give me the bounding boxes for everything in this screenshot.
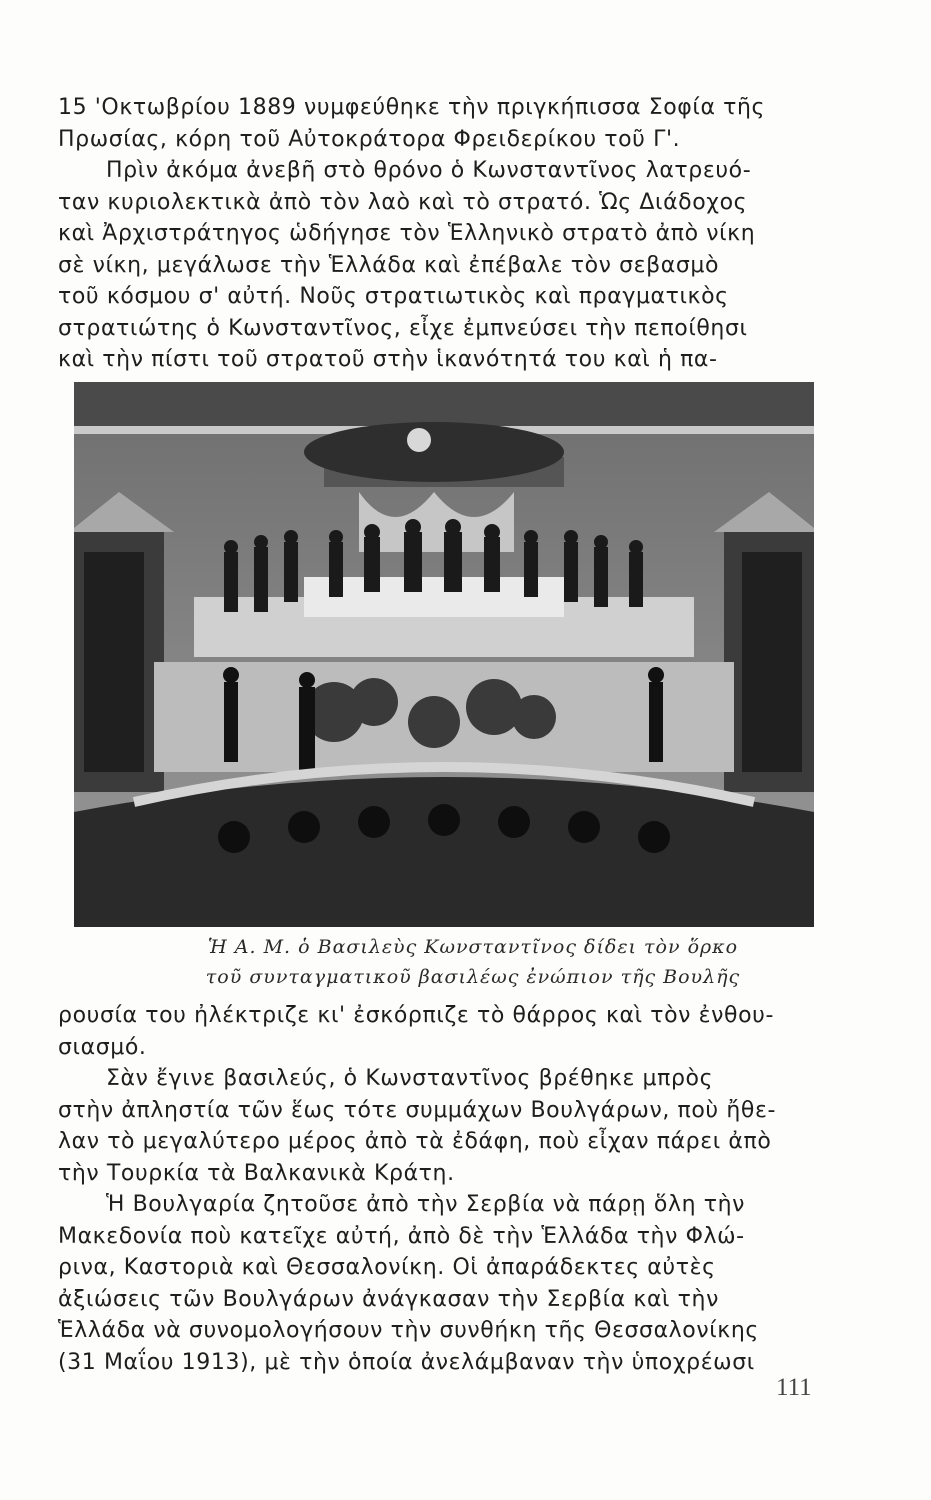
text-line: Πρωσίας, κόρη τοῦ Αὐτοκράτορα Φρειδερίκου τοῦ Γ'. <box>58 126 681 152</box>
photo-illustration <box>74 382 814 927</box>
text-line: σὲ νίκη, μεγάλωσε τὴν Ἑλλάδα καὶ ἐπέβαλε τὸν σεβασμὸ <box>58 252 720 278</box>
caption-line: Ἡ Α. Μ. ὁ Βασιλεὺς Κωνσταντῖνος δίδει τὸν ὅρκο <box>207 936 739 958</box>
text-line: ἀξιώσεις τῶν Βουλγάρων ἀνάγκασαν τὴν Σερβία καὶ τὴν <box>58 1286 719 1312</box>
text-line: τοῦ κόσμου σ' αὐτή. Νοῦς στρατιωτικὸς καὶ πραγματικὸς <box>58 284 729 309</box>
text-line: καὶ τὴν πίστι τοῦ στρατοῦ στὴν ἱκανότητά του καὶ ἡ πα- <box>58 347 718 372</box>
text-line: ρουσία του ἠλέκτριζε κι' ἐσκόρπιζε τὸ θάρρος καὶ τὸν ἐνθου- <box>58 1003 775 1028</box>
text-line: Ἡ Βουλγαρία ζητοῦσε ἀπὸ τὴν Σερβία νὰ πάρῃ ὅλη τὴν <box>106 1192 746 1217</box>
text-line: Πρὶν ἀκόμα ἀνεβῆ στὸ θρόνο ὁ Κωνσταντῖνος λατρευό- <box>106 158 752 183</box>
text-line: ταν κυριολεκτικὰ ἀπὸ τὸν λαὸ καὶ τὸ στρατό. Ὡς Διάδοχος <box>58 189 748 215</box>
text-line: λαν τὸ μεγαλύτερο μέρος ἀπὸ τὰ ἐδάφη, ποὺ εἶχαν πάρει ἀπὸ <box>58 1129 772 1154</box>
text-line: Σὰν ἔγινε βασιλεύς, ὁ Κωνσταντῖνος βρέθηκε μπρὸς <box>106 1066 714 1091</box>
text-top <box>58 92 824 376</box>
text-line: τὴν Τουρκία τὰ Βαλκανικὰ Κράτη. <box>58 1160 455 1186</box>
caption-line: τοῦ συνταγματικοῦ βασιλέως ἐνώπιον τῆς Βουλῆς <box>205 966 741 988</box>
text-line: στὴν ἀπληστία τῶν ἕως τότε συμμάχων Βουλγάρων, ποὺ ἤθε- <box>58 1097 776 1123</box>
page-number: 111 <box>776 1374 812 1401</box>
photo-caption <box>128 932 818 992</box>
text-line: ρινα, Καστοριὰ καὶ Θεσσαλονίκη. Οἱ ἀπαράδεκτες αὐτὲς <box>58 1255 716 1280</box>
text-line: 15 'Οκτωβρίου 1889 νυμφεύθηκε τὴν πριγκήπισσα Σοφία τῆς <box>58 95 766 120</box>
text-bottom <box>58 1000 824 1378</box>
text-line: Ἑλλάδα νὰ συνομολογήσουν τὴν συνθήκη τῆς Θεσσαλονίκης <box>58 1318 759 1343</box>
text-line: Μακεδονία ποὺ κατεῖχε αὐτή, ἀπὸ δὲ τὴν Ἑλλάδα τὴν Φλώ- <box>58 1223 745 1249</box>
text-line: σιασμό. <box>58 1034 147 1060</box>
text-line: καὶ Ἀρχιστράτηγος ὡδήγησε τὸν Ἑλληνικὸ στρατὸ ἀπὸ νίκη <box>58 221 756 246</box>
text-line: (31 Μαΐου 1913), μὲ τὴν ὁποία ἀνελάμβαναν τὴν ὑποχρέωσι <box>58 1349 755 1375</box>
oath-ceremony-photo <box>74 382 814 927</box>
text-line: στρατιώτης ὁ Κωνσταντῖνος, εἶχε ἐμπνεύσει τὴν πεποίθησι <box>58 315 748 341</box>
